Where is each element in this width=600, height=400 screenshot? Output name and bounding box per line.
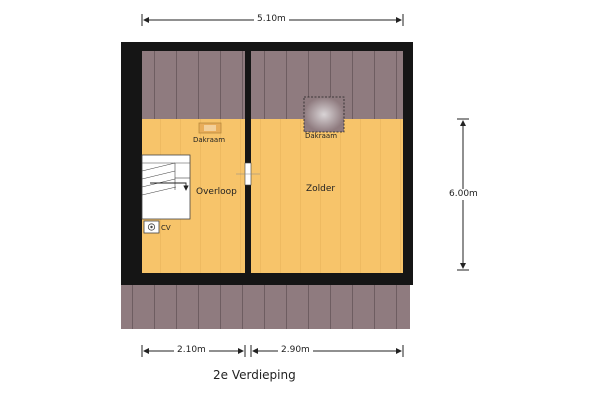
- roof-overhang-bottom: [121, 285, 410, 329]
- room-label-overloop: Overloop: [196, 187, 237, 197]
- floor-title: 2e Verdieping: [213, 368, 296, 382]
- dimension-total-width-label: 5.10m: [254, 14, 289, 25]
- skylight-right: [304, 97, 344, 132]
- floor-zolder: [251, 119, 403, 273]
- dimension-left-width-label: 2.10m: [174, 345, 209, 356]
- skylight-right-label: Dakraam: [305, 132, 338, 140]
- room-label-zolder: Zolder: [306, 184, 336, 194]
- skylight-left: [199, 123, 221, 133]
- staircase: [142, 155, 190, 219]
- skylight-left-label: Dakraam: [193, 136, 226, 144]
- roof-slope-left: [142, 51, 245, 119]
- cv-label: CV: [161, 224, 171, 232]
- dimension-right-width-label: 2.90m: [278, 345, 313, 356]
- cv-unit: [144, 221, 159, 233]
- dimension-height-label: 6.00m: [446, 189, 481, 200]
